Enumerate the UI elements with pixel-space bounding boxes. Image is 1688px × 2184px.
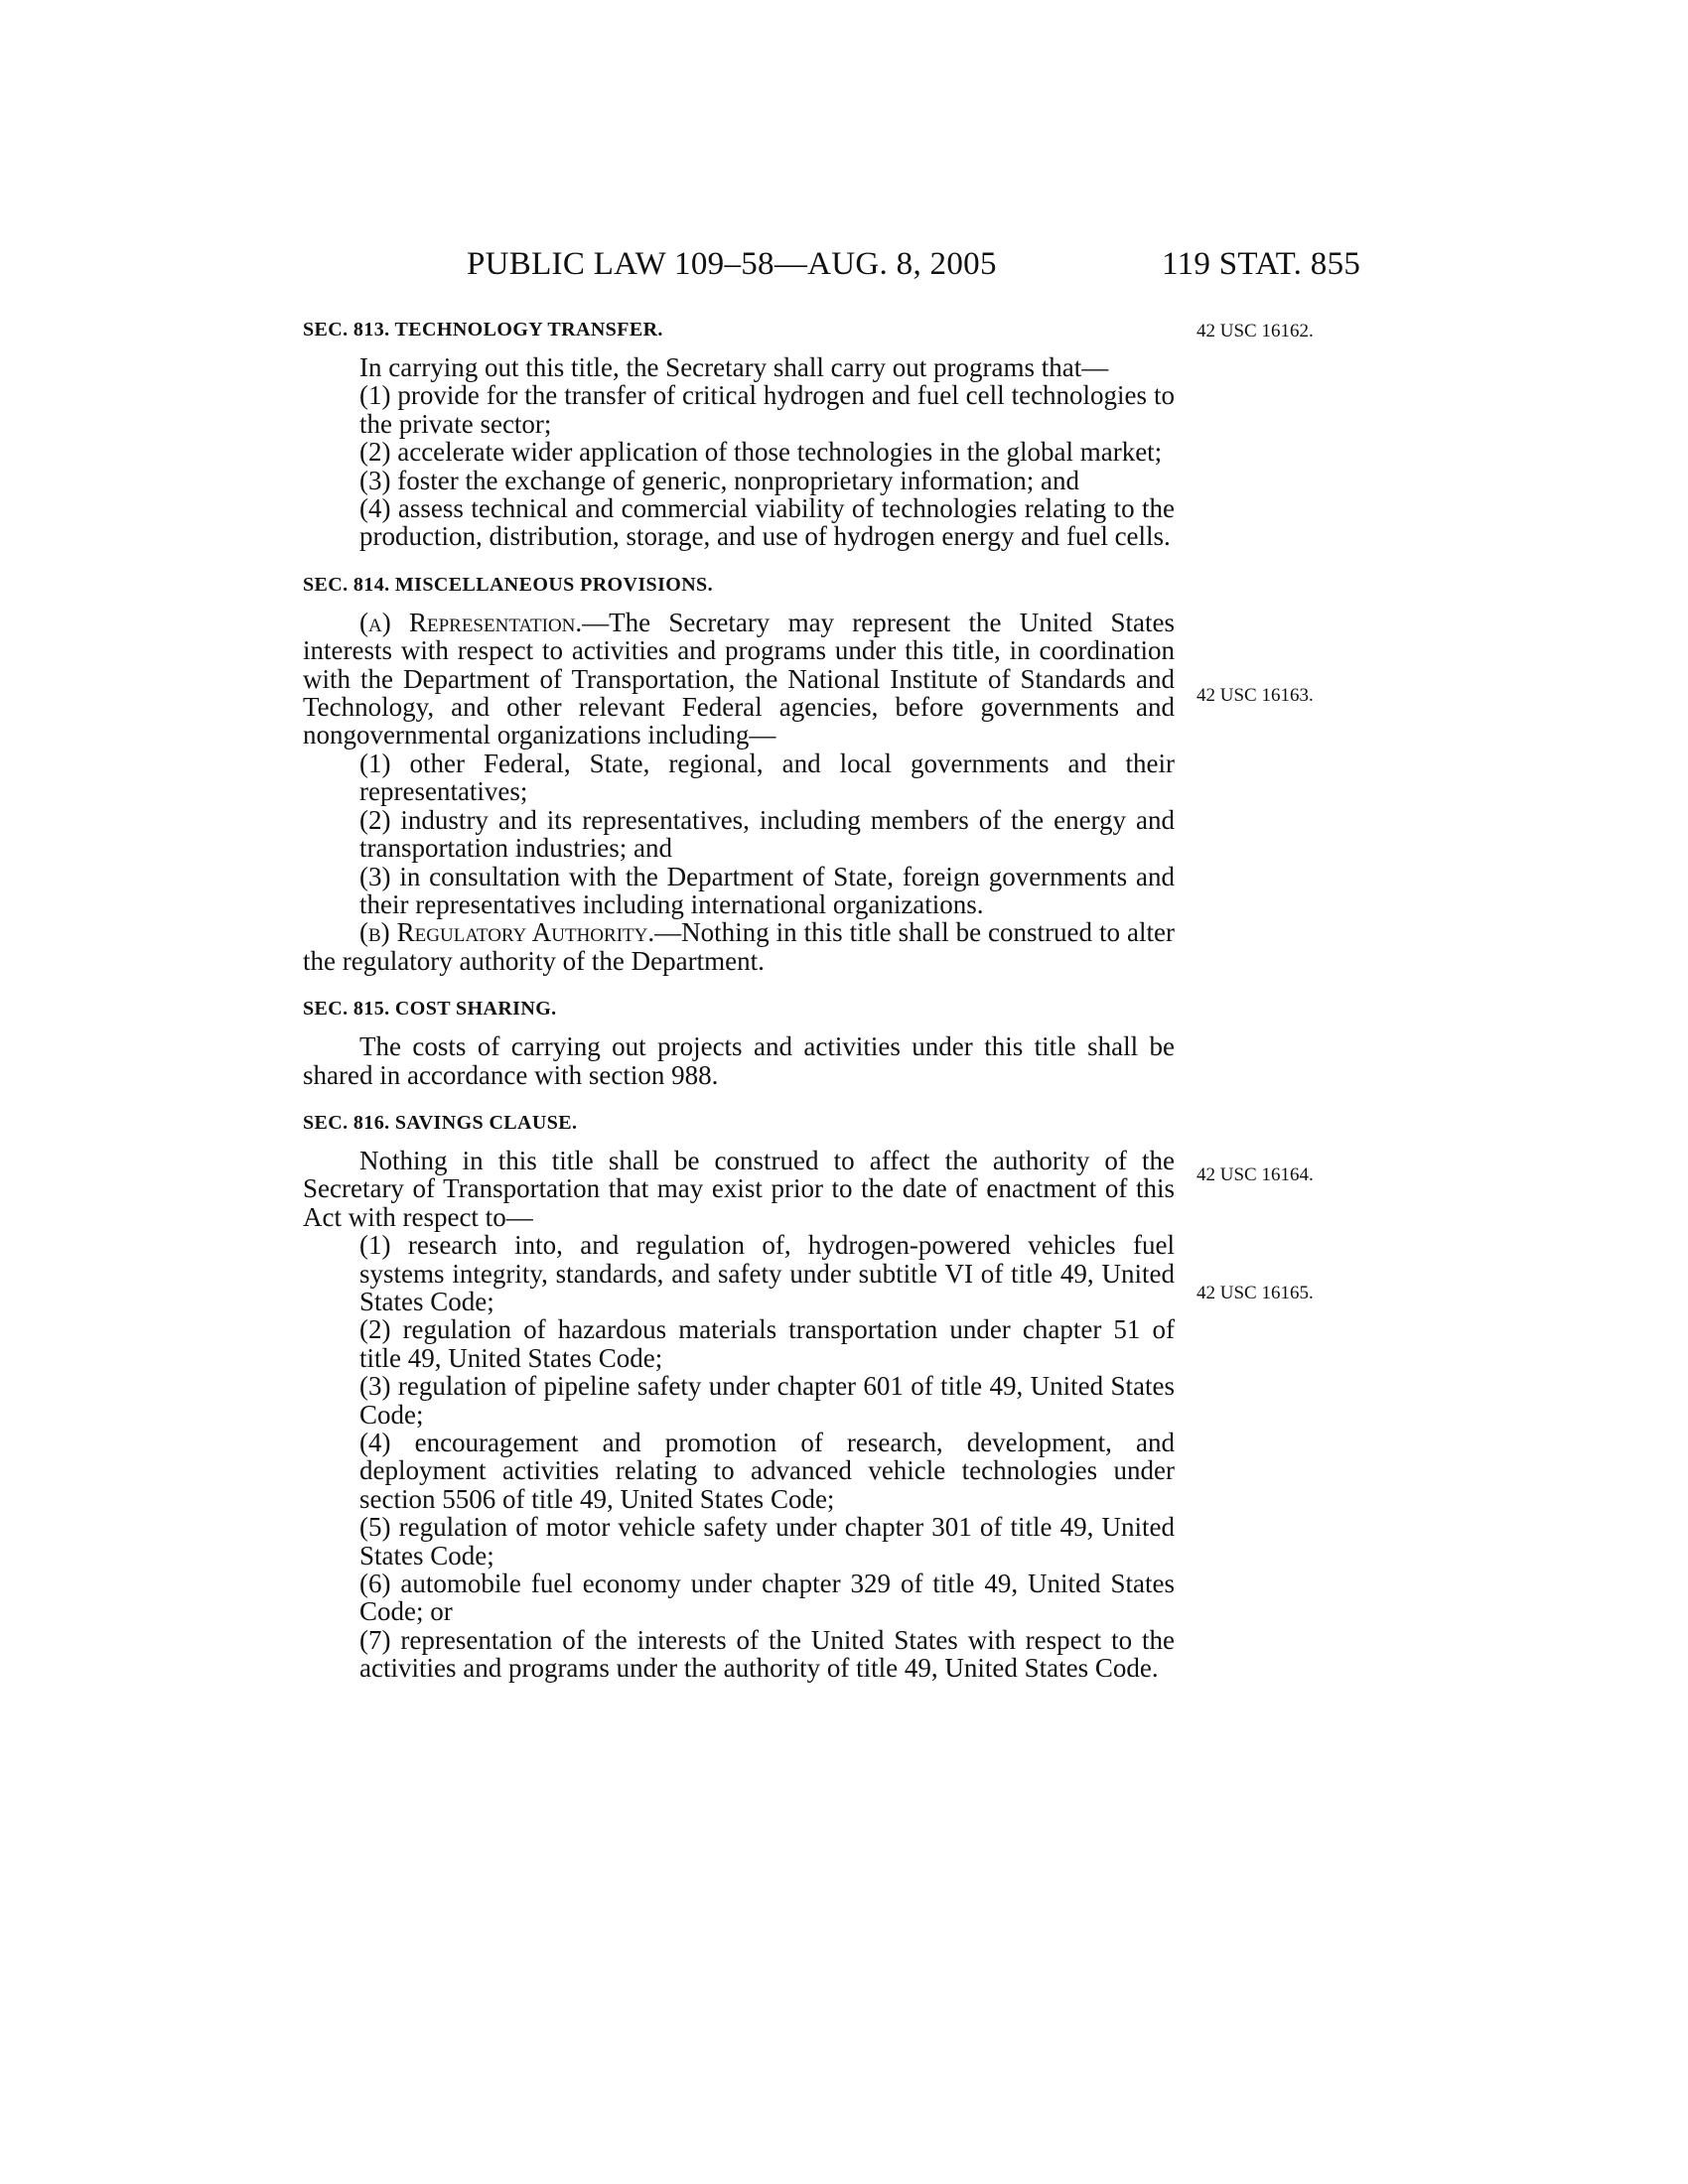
section-816 [303, 1109, 1175, 1683]
document-body [303, 316, 1175, 1683]
list-item: (1) research into, and regulation of, hydrogen-powered vehicles fuel systems integrity, standards, and safety under subtitle VI of title 49, United States Code; [359, 1230, 1175, 1316]
list-item: (2) regulation of hazardous materials transportation under chapter 51 of title 49, United States Code; [359, 1314, 1175, 1373]
section-heading: SEC. 816. SAVINGS CLAUSE. [303, 1111, 578, 1134]
margin-citation: 42 USC 16165. [1196, 1283, 1314, 1303]
section-814 [303, 571, 1175, 975]
subsection-a-text: —The Secretary may represent the United States interests with respect to activities and programs under this title, in coordination with the Department of Transportation, the National Institute of Standards and Technology, and other relevant Federal agencies, before governments and nongovernmental organizations including— [303, 607, 1175, 751]
margin-citation: 42 USC 16164. [1196, 1164, 1314, 1185]
section-813 [303, 316, 1175, 551]
subsection-b-label: (b) Regulatory Authority. [359, 917, 655, 948]
subsection-b [303, 918, 1175, 975]
section-heading: SEC. 814. MISCELLANEOUS PROVISIONS. [303, 573, 713, 596]
subsection-a-label: (a) Representation. [359, 607, 583, 637]
section-intro: In carrying out this title, the Secretary shall carry out programs that— [359, 352, 1109, 382]
list-item: (3) foster the exchange of generic, nonproprietary information; and [359, 465, 1079, 495]
running-head-title: PUBLIC LAW 109–58—AUG. 8, 2005 [467, 246, 997, 282]
section-heading: SEC. 815. COST SHARING. [303, 998, 557, 1021]
statute-page-number: 119 STAT. 855 [1162, 246, 1361, 282]
section-intro: Nothing in this title shall be construed to affect the authority of the Secretary of Transportation that may exist prior to the date of enactment of this Act with respect to— [303, 1145, 1175, 1232]
section-815 [303, 995, 1175, 1089]
list-item: (2) accelerate wider application of those technologies in the global market; [359, 437, 1163, 468]
list-item: (4) assess technical and commercial viability of technologies relating to the production, distribution, storage, and use of hydrogen energy and fuel cells. [359, 493, 1175, 552]
list-item: (3) in consultation with the Department of State, foreign governments and their representatives including international organizations. [359, 861, 1175, 919]
margin-citation: 42 USC 16163. [1196, 685, 1314, 706]
list-item: (5) regulation of motor vehicle safety under chapter 301 of title 49, United States Code; [359, 1512, 1175, 1570]
list-item: (6) automobile fuel economy under chapter 329 of title 49, United States Code; or [359, 1569, 1175, 1627]
list-item: (1) other Federal, State, regional, and local governments and their representatives; [359, 748, 1175, 807]
subsection-b-text: —Nothing in this title shall be construed to alter the regulatory authority of the Department. [303, 917, 1175, 976]
subsection-a [303, 609, 1175, 750]
page-header [0, 246, 1688, 286]
list-item: (4) encouragement and promotion of research, development, and deployment activities relating to advanced vehicle technologies under section 5506 of title 49, United States Code; [359, 1428, 1175, 1514]
list-item: (2) industry and its representatives, including members of the energy and transportation industries; and [359, 804, 1175, 864]
list-item: (7) representation of the interests of the United States with respect to the activities and programs under the authority of title 49, United States Code. [359, 1624, 1175, 1684]
list-item: (1) provide for the transfer of critical hydrogen and fuel cell technologies to the private sector; [359, 380, 1175, 439]
section-intro: The costs of carrying out projects and activities under this title shall be shared in accordance with section 988. [303, 1031, 1175, 1090]
list-item: (3) regulation of pipeline safety under chapter 601 of title 49, United States Code; [359, 1371, 1175, 1430]
margin-citation: 42 USC 16162. [1196, 321, 1314, 341]
section-heading: SEC. 813. TECHNOLOGY TRANSFER. [303, 319, 663, 341]
